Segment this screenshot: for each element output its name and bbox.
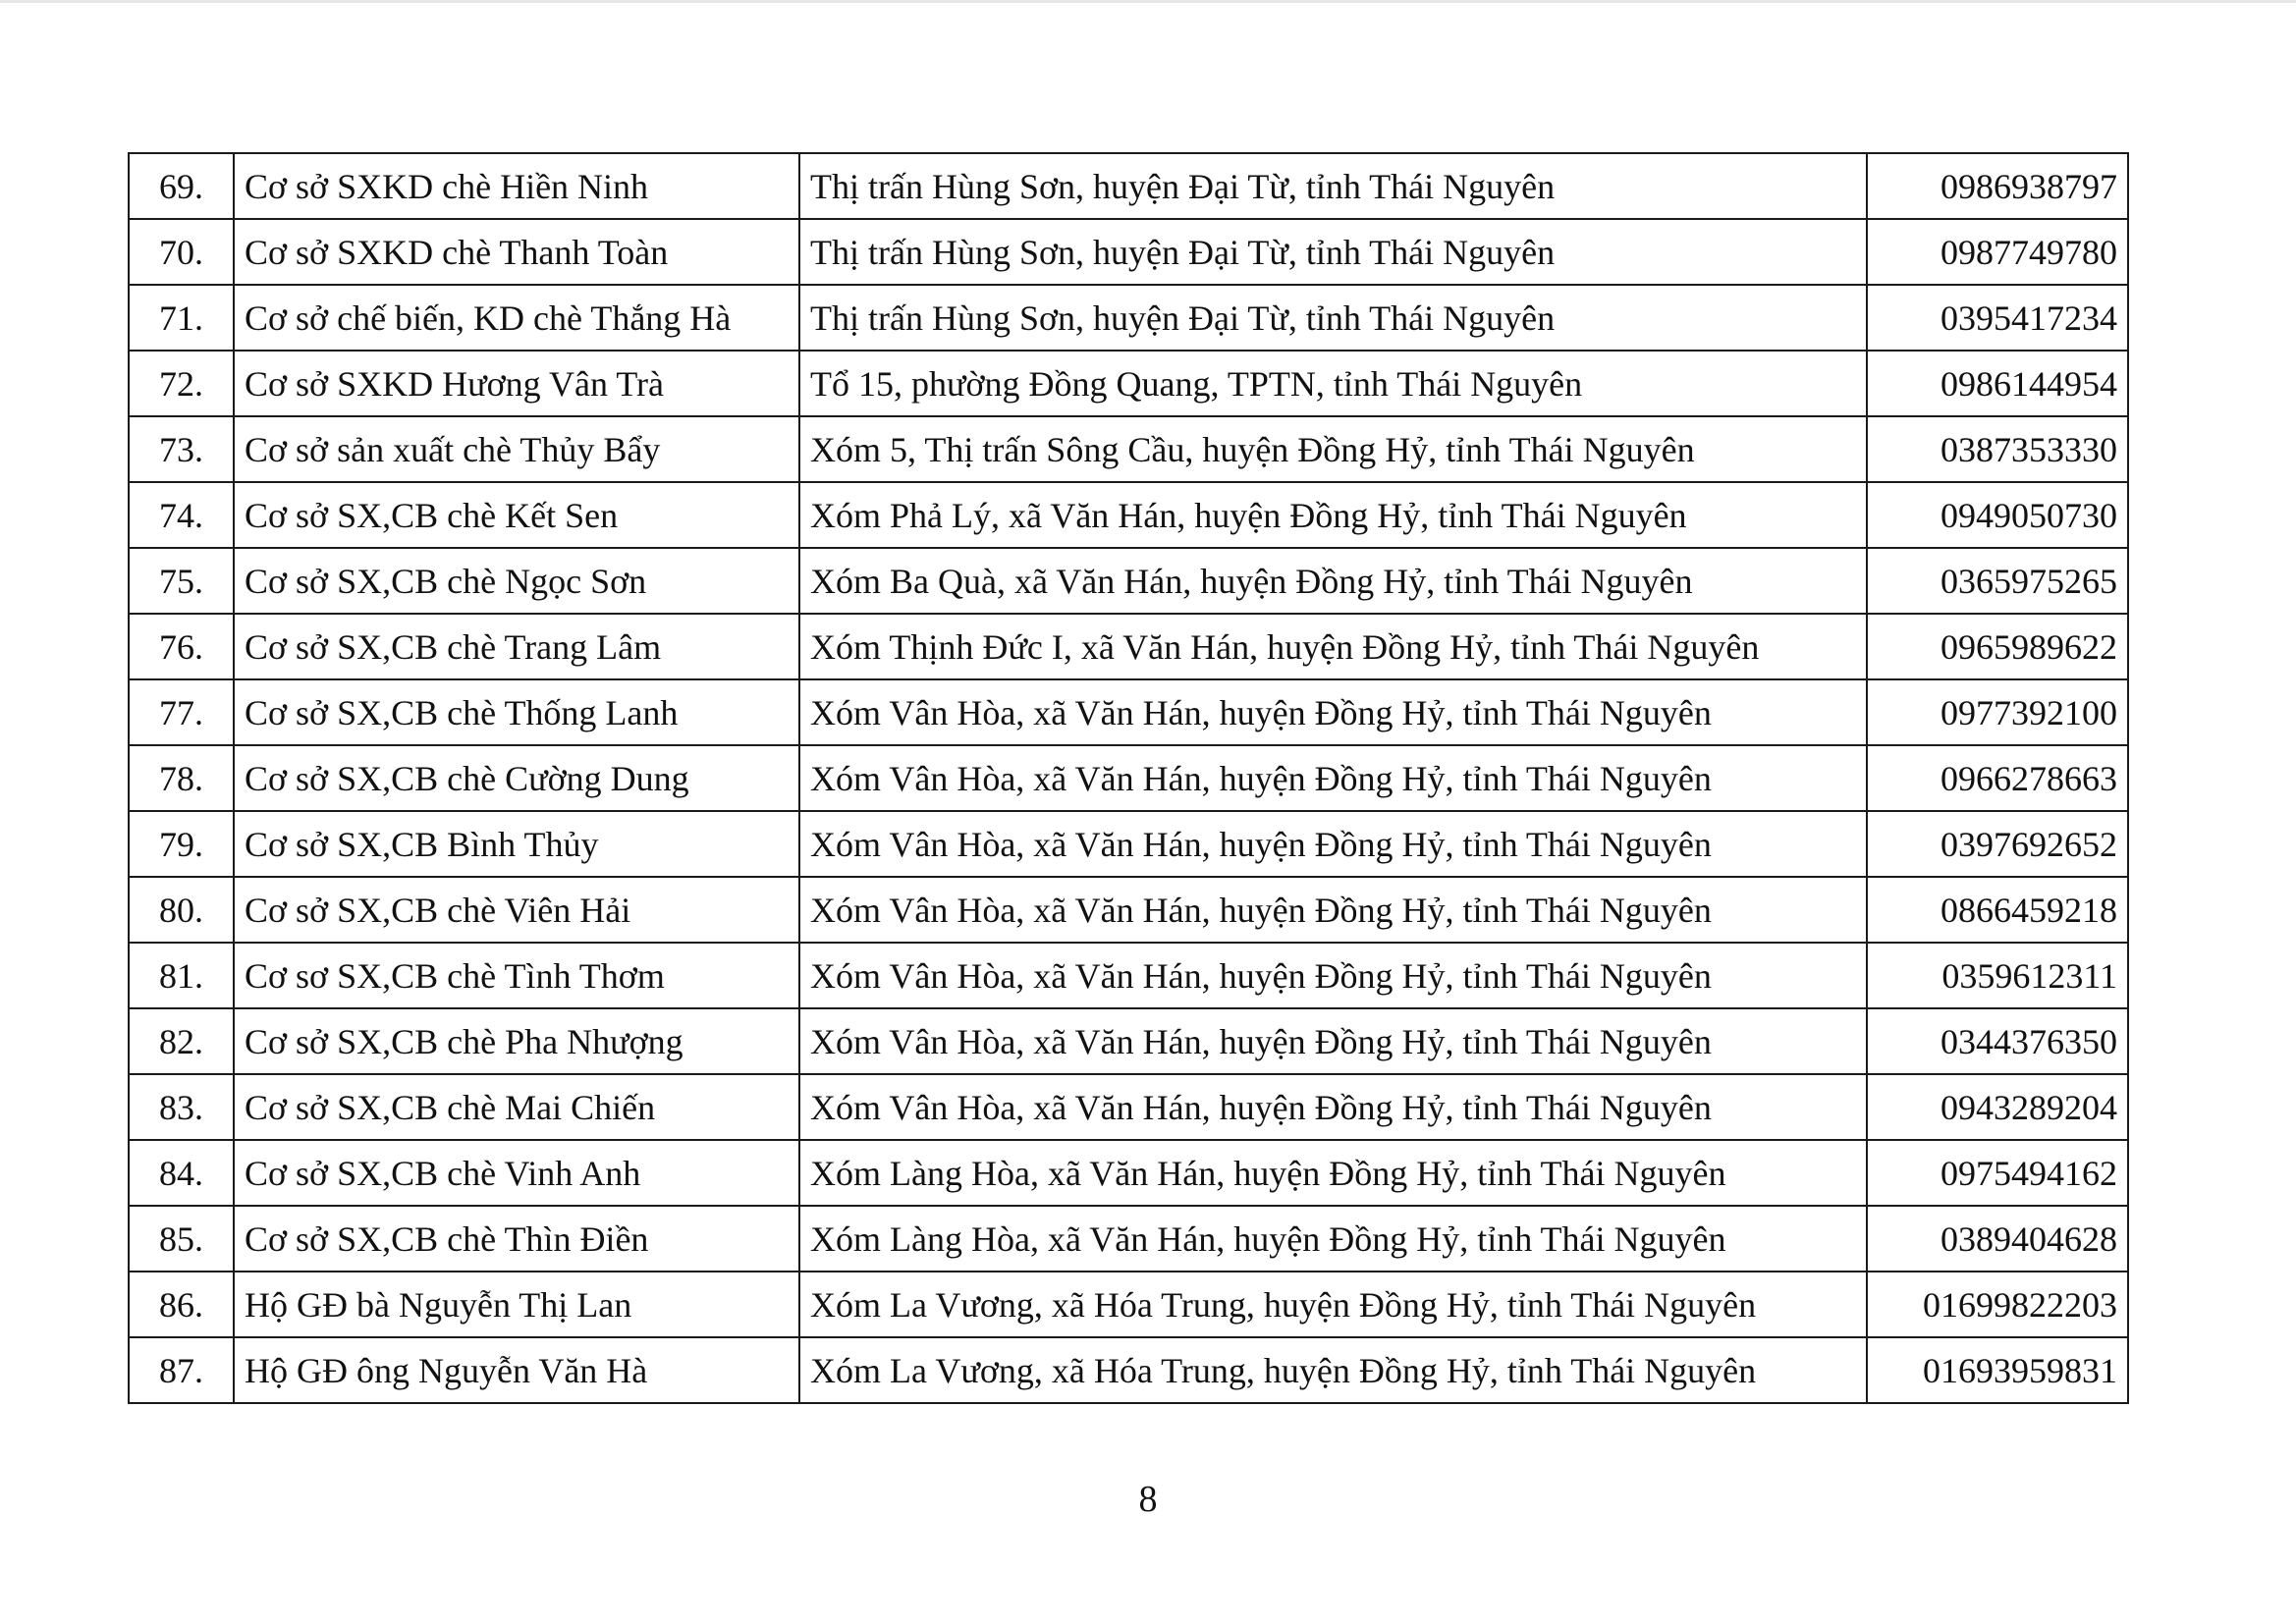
row-number-cell: 80.	[129, 877, 234, 943]
phone-number-cell: 0866459218	[1867, 877, 2128, 943]
address-cell: Xóm 5, Thị trấn Sông Cầu, huyện Đồng Hỷ, tỉnh Thái Nguyên	[799, 416, 1867, 482]
establishment-name-cell: Cơ sở SXKD chè Thanh Toàn	[234, 219, 799, 285]
address-cell: Xóm Vân Hòa, xã Văn Hán, huyện Đồng Hỷ, tỉnh Thái Nguyên	[799, 1074, 1867, 1140]
phone-number-cell: 0395417234	[1867, 285, 2128, 351]
page-top-edge	[0, 0, 2296, 3]
address-cell: Xóm La Vương, xã Hóa Trung, huyện Đồng Hỷ, tỉnh Thái Nguyên	[799, 1337, 1867, 1403]
establishment-name-cell: Cơ sở SXKD Hương Vân Trà	[234, 351, 799, 416]
table-row	[129, 811, 2128, 877]
address-cell: Xóm Thịnh Đức I, xã Văn Hán, huyện Đồng Hỷ, tỉnh Thái Nguyên	[799, 614, 1867, 679]
table-row	[129, 745, 2128, 811]
row-number-cell: 82.	[129, 1008, 234, 1074]
establishment-name-cell: Cơ sở SX,CB chè Thìn Điền	[234, 1206, 799, 1272]
address-cell: Xóm La Vương, xã Hóa Trung, huyện Đồng Hỷ, tỉnh Thái Nguyên	[799, 1272, 1867, 1337]
establishment-name-cell: Cơ sở SX,CB chè Mai Chiến	[234, 1074, 799, 1140]
address-cell: Xóm Làng Hòa, xã Văn Hán, huyện Đồng Hỷ, tỉnh Thái Nguyên	[799, 1206, 1867, 1272]
establishment-name-cell: Cơ sở SX,CB chè Kết Sen	[234, 482, 799, 548]
table-row	[129, 877, 2128, 943]
table-row	[129, 548, 2128, 614]
table-row	[129, 614, 2128, 679]
table-row	[129, 1337, 2128, 1403]
phone-number-cell: 0365975265	[1867, 548, 2128, 614]
table-row	[129, 482, 2128, 548]
establishment-name-cell: Cơ sở SX,CB chè Trang Lâm	[234, 614, 799, 679]
establishment-name-cell: Cơ sơ SX,CB chè Tình Thơm	[234, 943, 799, 1008]
row-number-cell: 70.	[129, 219, 234, 285]
establishment-name-cell: Cơ sở SX,CB chè Cường Dung	[234, 745, 799, 811]
address-cell: Xóm Vân Hòa, xã Văn Hán, huyện Đồng Hỷ, tỉnh Thái Nguyên	[799, 745, 1867, 811]
address-cell: Thị trấn Hùng Sơn, huyện Đại Từ, tỉnh Thái Nguyên	[799, 285, 1867, 351]
establishment-name-cell: Cơ sở chế biến, KD chè Thắng Hà	[234, 285, 799, 351]
table-row	[129, 943, 2128, 1008]
address-cell: Xóm Làng Hòa, xã Văn Hán, huyện Đồng Hỷ, tỉnh Thái Nguyên	[799, 1140, 1867, 1206]
row-number-cell: 85.	[129, 1206, 234, 1272]
phone-number-cell: 0943289204	[1867, 1074, 2128, 1140]
row-number-cell: 75.	[129, 548, 234, 614]
phone-number-cell: 0344376350	[1867, 1008, 2128, 1074]
establishment-name-cell: Cơ sở SX,CB chè Ngọc Sơn	[234, 548, 799, 614]
table-row	[129, 1008, 2128, 1074]
address-cell: Xóm Vân Hòa, xã Văn Hán, huyện Đồng Hỷ, tỉnh Thái Nguyên	[799, 1008, 1867, 1074]
establishment-name-cell: Hộ GĐ ông Nguyễn Văn Hà	[234, 1337, 799, 1403]
row-number-cell: 79.	[129, 811, 234, 877]
phone-number-cell: 0387353330	[1867, 416, 2128, 482]
address-cell: Tổ 15, phường Đồng Quang, TPTN, tỉnh Thái Nguyên	[799, 351, 1867, 416]
phone-number-cell: 0977392100	[1867, 679, 2128, 745]
address-cell: Thị trấn Hùng Sơn, huyện Đại Từ, tỉnh Thái Nguyên	[799, 219, 1867, 285]
address-cell: Xóm Vân Hòa, xã Văn Hán, huyện Đồng Hỷ, tỉnh Thái Nguyên	[799, 943, 1867, 1008]
table-row	[129, 351, 2128, 416]
establishment-name-cell: Cơ sở SX,CB chè Vinh Anh	[234, 1140, 799, 1206]
phone-number-cell: 0987749780	[1867, 219, 2128, 285]
phone-number-cell: 0965989622	[1867, 614, 2128, 679]
establishment-name-cell: Cơ sở sản xuất chè Thủy Bẩy	[234, 416, 799, 482]
establishment-table	[128, 152, 2129, 1404]
address-cell: Xóm Ba Quà, xã Văn Hán, huyện Đồng Hỷ, tỉnh Thái Nguyên	[799, 548, 1867, 614]
address-cell: Xóm Vân Hòa, xã Văn Hán, huyện Đồng Hỷ, tỉnh Thái Nguyên	[799, 811, 1867, 877]
row-number-cell: 87.	[129, 1337, 234, 1403]
table-row	[129, 285, 2128, 351]
table-row	[129, 1206, 2128, 1272]
establishment-name-cell: Cơ sở SXKD chè Hiền Ninh	[234, 153, 799, 219]
phone-number-cell: 01699822203	[1867, 1272, 2128, 1337]
establishment-name-cell: Cơ sở SX,CB Bình Thủy	[234, 811, 799, 877]
table-row	[129, 679, 2128, 745]
address-cell: Xóm Phả Lý, xã Văn Hán, huyện Đồng Hỷ, tỉnh Thái Nguyên	[799, 482, 1867, 548]
row-number-cell: 73.	[129, 416, 234, 482]
address-cell: Xóm Vân Hòa, xã Văn Hán, huyện Đồng Hỷ, tỉnh Thái Nguyên	[799, 877, 1867, 943]
page-number: 8	[1138, 1479, 1158, 1520]
row-number-cell: 77.	[129, 679, 234, 745]
phone-number-cell: 0975494162	[1867, 1140, 2128, 1206]
table-row	[129, 416, 2128, 482]
row-number-cell: 81.	[129, 943, 234, 1008]
row-number-cell: 83.	[129, 1074, 234, 1140]
phone-number-cell: 01693959831	[1867, 1337, 2128, 1403]
row-number-cell: 69.	[129, 153, 234, 219]
address-cell: Thị trấn Hùng Sơn, huyện Đại Từ, tỉnh Thái Nguyên	[799, 153, 1867, 219]
row-number-cell: 74.	[129, 482, 234, 548]
row-number-cell: 71.	[129, 285, 234, 351]
phone-number-cell: 0949050730	[1867, 482, 2128, 548]
establishment-name-cell: Cơ sở SX,CB chè Thống Lanh	[234, 679, 799, 745]
table-row	[129, 153, 2128, 219]
table-row	[129, 1140, 2128, 1206]
phone-number-cell: 0966278663	[1867, 745, 2128, 811]
establishment-name-cell: Hộ GĐ bà Nguyễn Thị Lan	[234, 1272, 799, 1337]
table-row	[129, 219, 2128, 285]
phone-number-cell: 0359612311	[1867, 943, 2128, 1008]
row-number-cell: 84.	[129, 1140, 234, 1206]
table-row	[129, 1074, 2128, 1140]
row-number-cell: 76.	[129, 614, 234, 679]
phone-number-cell: 0397692652	[1867, 811, 2128, 877]
address-cell: Xóm Vân Hòa, xã Văn Hán, huyện Đồng Hỷ, tỉnh Thái Nguyên	[799, 679, 1867, 745]
phone-number-cell: 0389404628	[1867, 1206, 2128, 1272]
row-number-cell: 78.	[129, 745, 234, 811]
phone-number-cell: 0986938797	[1867, 153, 2128, 219]
table-body	[129, 153, 2128, 1403]
establishment-name-cell: Cơ sở SX,CB chè Viên Hải	[234, 877, 799, 943]
establishment-name-cell: Cơ sở SX,CB chè Pha Nhượng	[234, 1008, 799, 1074]
phone-number-cell: 0986144954	[1867, 351, 2128, 416]
row-number-cell: 72.	[129, 351, 234, 416]
table-row	[129, 1272, 2128, 1337]
row-number-cell: 86.	[129, 1272, 234, 1337]
